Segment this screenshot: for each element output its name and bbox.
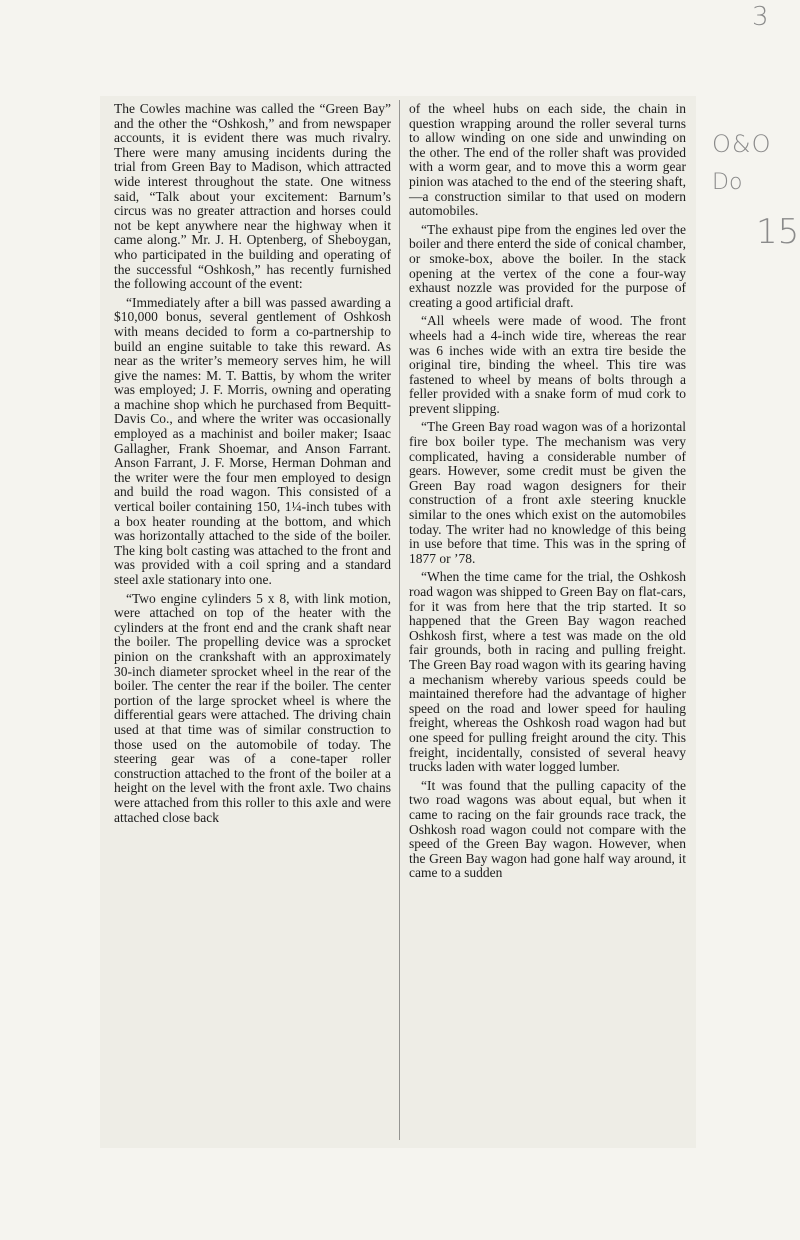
handwritten-page-number: 3 (752, 2, 769, 32)
article-column-right (409, 102, 686, 885)
paragraph: “Two engine cylinders 5 x 8, with link motion, were attached on top of the heater with the cylinders at the front end and the crank shaft near the boiler. The propelling device was a sprocket pinion on the crankshaft with an approximately 30-inch diameter sprocket wheel in the rear of the boiler. The center the rear if the boiler. The center portion of the large sprocket wheel is where the differential gears were attached. The driving chain used at that time was of similar construction to those used on the automobile of today. The steering gear was of a cone-taper roller construction attached to the front of the boiler at a height on the level with the front axle. Two chains were attached from this roller to this axle and were attached close back (114, 590, 391, 825)
handwritten-margin-note: Do (712, 170, 743, 195)
paragraph: “When the time came for the trial, the Oshkosh road wagon was shipped to Green Bay on flat-cars, for it was from here that the trip started. It so happened that the Green Bay wagon reached Oshkosh first, where a test was made on the old fair grounds, both in racing and pulling freight. The Green Bay road wagon with its gearing having a mechanism whereby various speeds could be maintained therefore had the advantage of higher speed on the road and lower speed for hauling freight, whereas the Oshkosh road wagon had but one speed for pulling freight around the city. This freight, incidentally, consisted of several heavy trucks laden with water logged lumber. (409, 569, 686, 775)
handwritten-margin-number: 15 (756, 212, 800, 252)
paragraph: “The Green Bay road wagon was of a horizontal fire box boiler type. The mechanism was very complicated, having a considerable number of gears. However, some credit must be given the Green Bay road wagon designers for their construction of a front axle steering knuckle similar to the ones which exist on the automobiles today. The writer had no knowledge of this being in use before that time. This was in the spring of 1877 or ’78. (409, 419, 686, 566)
column-divider (399, 100, 400, 1140)
paragraph: of the wheel hubs on each side, the chain in question wrapping around the roller several turns to allow winding on one side and unwinding on the other. The end of the roller shaft was provided with a worm gear, and to move this a worm gear pinion was atached to the end of the steering shaft,—a construction similar to that used on modern automobiles. (409, 101, 686, 219)
paragraph: “Immediately after a bill was passed awarding a $10,000 bonus, several gentlement of Oshkosh with means decided to form a co-partnership to build an engine suitable to take this reward. As near as the writer’s memeory serves him, he will give the names: M. T. Battis, by whom the writer was employed; J. F. Morris, owning and operating a machine shop which he purchased from Bequitt-Davis Co., and where the writer was occasionally employed as a machinist and boiler maker; Isaac Gallagher, Frank Shoemar, and Anson Farrant. Anson Farrant, J. F. Morse, Herman Dohman and the writer were the four men employed to design and build the road wagon. This consisted of a vertical boiler containing 150, 1¼-inch tubes with a box heater rounding at the bottom, and which was horizontally attached to the side of the boiler. The king bolt casting was attached to the front and was provided with a coil spring and a standard steel axle stationary into one. (114, 294, 391, 587)
paragraph: “The exhaust pipe from the engines led over the boiler and there enterd the side of conical chamber, or smoke-box, above the boiler. In the stack opening at the vertex of the cone a four-way exhaust nozzle was provided for the purpose of creating a good artificial draft. (409, 221, 686, 310)
handwritten-margin-mark: O&O (712, 130, 772, 158)
paragraph: “All wheels were made of wood. The front wheels had a 4-inch wide tire, whereas the rear was 6 inches wide with an extra tire beside the original tire, binding the wheel. This tire was fastened to wheel by means of bolts through a feller provided with a snake form of mud cork to prevent slipping. (409, 313, 686, 416)
paragraph: The Cowles machine was called the “Green Bay” and the other the “Oshkosh,” and from newspaper accounts, it is evident there was much rivalry. There were many amusing incidents during the trial from Green Bay to Madison, which attracted wide interest throughout the state. One witness said, “Talk about your excitement: Barnum’s circus was no greater attraction and horses could not be kept anywhere near the highway when it came along.” Mr. J. H. Optenberg, of Sheboygan, who participated in the building and operating of the successful “Oshkosh,” has recently furnished the following account of the event: (114, 101, 391, 292)
paragraph: “It was found that the pulling capacity of the two road wagons was about equal, but when it came to racing on the fair grounds race track, the Oshkosh road wagon could not compare with the speed of the Green Bay wagon. However, when the Green Bay wagon had gone half way around, it came to a sudden (409, 777, 686, 881)
article-column-left (114, 102, 391, 829)
